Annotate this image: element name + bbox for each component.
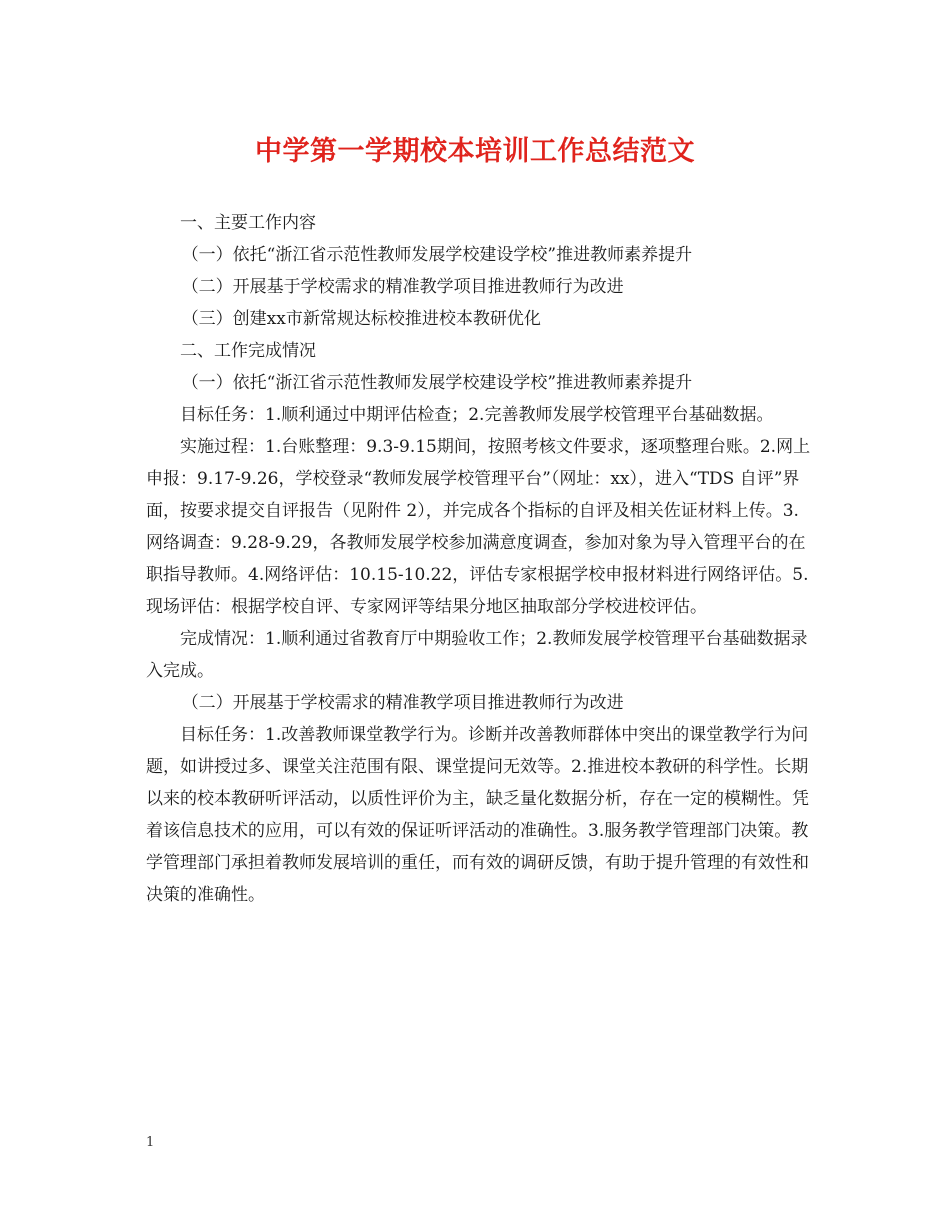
paragraph-goal: 目标任务：1.顺利通过中期评估检查；2.完善教师发展学校管理平台基础数据。	[180, 405, 774, 425]
document-title: 中学第一学期校本培训工作总结范文	[255, 136, 695, 167]
paragraph-goal: 目标任务：1.改善教师课堂教学行为。诊断并改善教师群体中突出的课堂教学行为问题，如讲授过多、课堂关注范围有限、课堂提问无效等。2.推进校本教研的科学性。长期以来的校本教研听评活动，以质性评价为主，缺乏量化数据分析，存在一定的模糊性。凭着该信息技术的应用，可以有效的保证听评活动的准确性。3.服务教学管理部门决策。教学管理部门承担着教师发展培训的重任，而有效的调研反馈，有助于提升管理的有效性和决策的准确性。	[146, 725, 809, 905]
section-heading-completion: 二、工作完成情况	[180, 341, 316, 361]
subsection-heading: （一）依托“浙江省示范性教师发展学校建设学校”推进教师素养提升	[181, 373, 693, 393]
page-number: 1	[146, 1135, 155, 1150]
subsection-heading: （二）开展基于学校需求的精准教学项目推进教师行为改进	[181, 693, 624, 713]
list-item: （一）依托“浙江省示范性教师发展学校建设学校”推进教师素养提升	[181, 245, 693, 265]
list-item: （二）开展基于学校需求的精准教学项目推进教师行为改进	[181, 277, 624, 297]
document-body	[146, 207, 814, 911]
section-heading-main-content: 一、主要工作内容	[180, 213, 316, 233]
paragraph-completion: 完成情况：1.顺利通过省教育厅中期验收工作；2.教师发展学校管理平台基础数据录入完成。	[146, 629, 808, 681]
paragraph-process: 实施过程：1.台账整理：9.3-9.15期间，按照考核文件要求，逐项整理台账。2.网上申报：9.17-9.26，学校登录“教师发展学校管理平台”（网址：xx），进入“TDS 自评”界面，按要求提交自评报告（见附件 2），并完成各个指标的自评及相关佐证材料上传。3.网络调查：9.28-9.29，各教师发展学校参加满意度调查，参加对象为导入管理平台的在职指导教师。4.网络评估：10.15-10.22，评估专家根据学校申报材料进行网络评估。5.现场评估：根据学校自评、专家网评等结果分地区抽取部分学校进校评估。	[146, 437, 811, 617]
list-item: （三）创建xx市新常规达标校推进校本教研优化	[181, 309, 541, 329]
